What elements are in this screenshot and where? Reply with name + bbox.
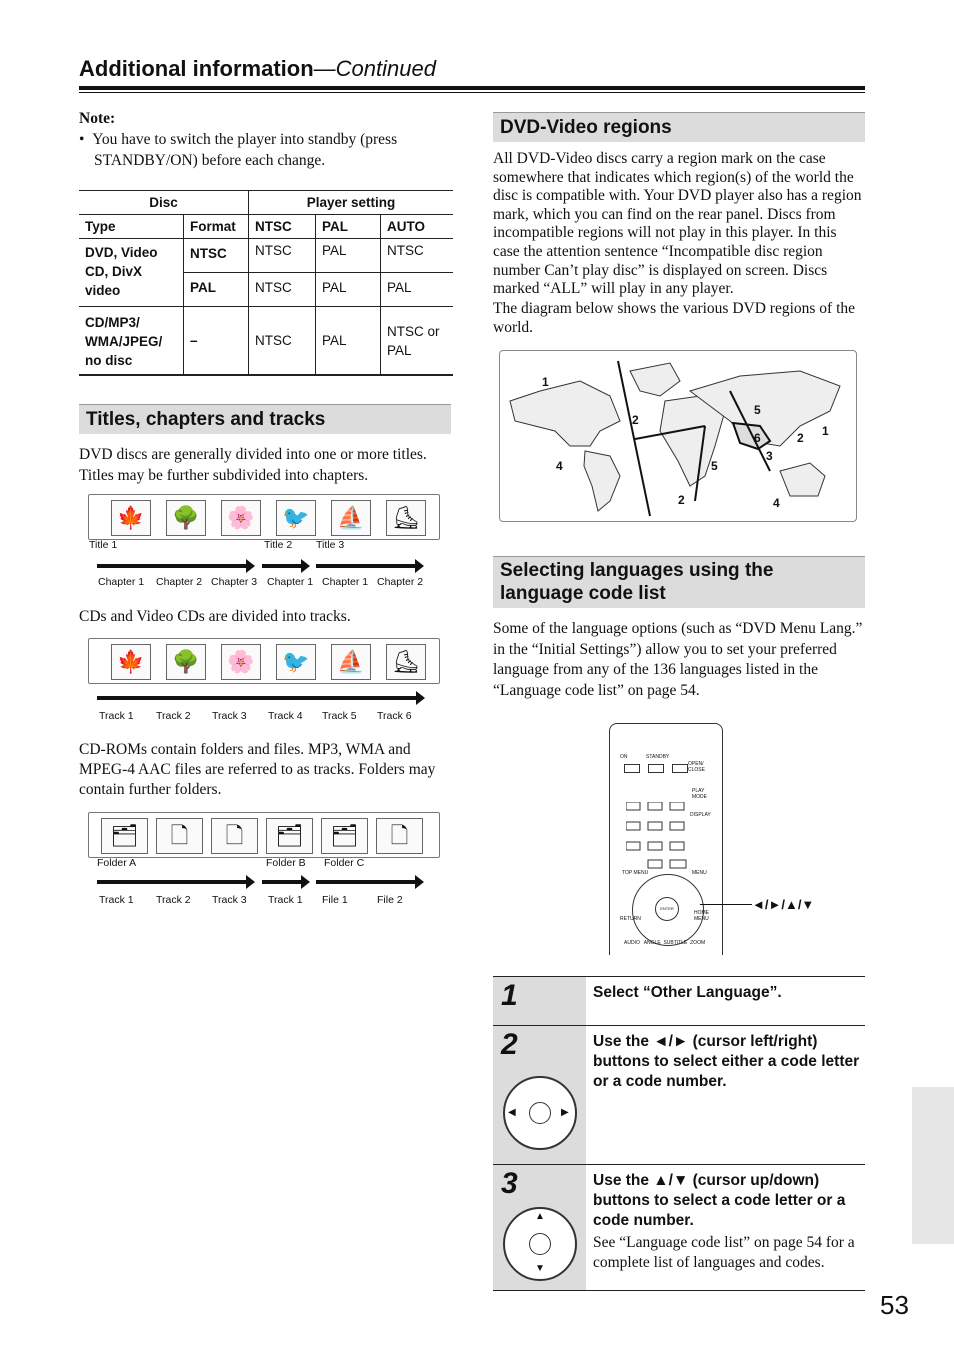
file-icon: 🗋: [376, 818, 423, 854]
remote-display-label: DISPLAY: [690, 812, 711, 818]
cell-value: NTSC or PAL: [381, 307, 454, 376]
note-block: [79, 108, 449, 171]
th-type: Type: [79, 215, 184, 239]
cell-format: PAL: [184, 273, 249, 307]
windsurf-icon: ⛵: [331, 644, 371, 680]
folder-c-arrow: [316, 880, 416, 884]
cell-value: NTSC: [249, 307, 316, 376]
cell-value: NTSC: [249, 273, 316, 307]
open-close-button[interactable]: [672, 764, 688, 773]
cell-value: PAL: [381, 273, 454, 307]
title-1-arrow: [97, 564, 247, 568]
on-button[interactable]: [624, 764, 640, 773]
cell-format: –: [184, 307, 249, 376]
th-pal: PAL: [316, 215, 381, 239]
region-marker: 2: [632, 413, 639, 427]
cd-track-strip: [88, 638, 440, 684]
step-text: Select “Other Language”.: [593, 984, 782, 1001]
disc-settings-table: [79, 190, 453, 376]
flower-icon: 🌸: [221, 644, 261, 680]
windsurf-icon: ⛵: [331, 500, 371, 536]
file-icon: 🗋: [211, 818, 258, 854]
header-rule-thin: [79, 92, 865, 93]
dvd-regions-para-2: The diagram below shows the various DVD regions of the world.: [493, 300, 856, 336]
chapter-label: Chapter 2: [377, 576, 424, 588]
note-bullet: • You have to switch the player into standby (press STANDBY/ON) before each change.: [79, 131, 398, 169]
bird-icon: 🐦: [276, 500, 316, 536]
folder-icon: 🗂: [321, 818, 368, 854]
cell-format: NTSC: [184, 239, 249, 273]
region-marker: 2: [678, 493, 685, 507]
th-format: Format: [184, 215, 249, 239]
number-keypad: [626, 802, 688, 872]
remote-top-menu-label: TOP MENU: [622, 870, 649, 876]
step-row: [493, 1025, 865, 1164]
step-text: [593, 1171, 865, 1273]
region-marker: 5: [754, 403, 761, 417]
file-label: File 2: [377, 894, 403, 906]
step-number-cell: [493, 977, 586, 1025]
side-tab: [912, 1087, 954, 1244]
leaf-icon: 🍁: [111, 644, 151, 680]
th-ntsc: NTSC: [249, 215, 316, 239]
page-header: [79, 56, 436, 82]
cell-value: PAL: [316, 239, 381, 273]
remote-on-label: ON: [620, 754, 628, 760]
cell-value: NTSC: [249, 239, 316, 273]
cell-value: PAL: [316, 307, 381, 376]
track-label: Track 5: [322, 710, 357, 722]
cursor-callout-line: [700, 904, 752, 905]
tree-icon: 🌳: [166, 500, 206, 536]
titles-para-2: CDs and Video CDs are divided into tracks.: [79, 608, 351, 625]
title-label: Title 1: [89, 539, 118, 551]
remote-open-label: OPEN/ CLOSE: [688, 761, 705, 773]
track-label: Track 3: [212, 710, 247, 722]
folder-icon: 🗂: [101, 818, 148, 854]
th-player-setting: Player setting: [249, 191, 454, 215]
chapter-label: Chapter 3: [211, 576, 258, 588]
region-marker: 5: [711, 459, 718, 473]
file-label: Track 1: [99, 894, 134, 906]
remote-bottom-labels: AUDIO ANGLE SUBTITLE ZOOM: [624, 940, 706, 946]
step-subtext: See “Language code list” on page 54 for a complete list of languages and codes.: [593, 1234, 855, 1271]
region-marker: 3: [766, 449, 773, 463]
leaf-icon: 🍁: [111, 500, 151, 536]
step-number: 1: [501, 979, 518, 1012]
cell-value: PAL: [316, 273, 381, 307]
file-label: Track 2: [156, 894, 191, 906]
region-marker: 4: [773, 496, 780, 510]
chapter-label: Chapter 2: [156, 576, 203, 588]
region-map: [499, 350, 857, 522]
title-label: Title 2: [264, 539, 293, 551]
cell-type-dvd: DVD, Video CD, DivX video: [79, 239, 184, 307]
dvd-regions-heading: DVD-Video regions: [493, 112, 865, 142]
folder-label: Folder C: [324, 857, 365, 869]
titles-section-heading: Titles, chapters and tracks: [79, 404, 451, 434]
remote-play-mode-label: PLAY MODE: [692, 788, 707, 800]
region-marker: 1: [542, 375, 549, 389]
note-bullet-text: You have to switch the player into standby (press STANDBY/ON) before each change.: [92, 131, 398, 169]
file-label: Track 1: [268, 894, 303, 906]
languages-heading: Selecting languages using the language code list: [493, 556, 865, 608]
folder-label: Folder A: [97, 857, 137, 869]
chapter-label: Chapter 1: [322, 576, 369, 588]
region-marker: 4: [556, 459, 563, 473]
remote-standby-label: STANDBY: [646, 754, 670, 760]
step-row: [493, 1164, 865, 1291]
dvd-title-strip: [88, 494, 440, 540]
step-text: Use the ◄/► (cursor left/right) buttons to select either a code letter or a code number.: [593, 1033, 860, 1090]
file-label: Track 3: [212, 894, 247, 906]
track-label: Track 2: [156, 710, 191, 722]
track-arrow: [97, 696, 417, 700]
enter-button[interactable]: ENTER: [655, 897, 679, 921]
remote-control: [609, 723, 723, 955]
step-number: 3: [501, 1167, 518, 1200]
remote-home-menu-label: HOME MENU: [694, 910, 709, 922]
folder-a-arrow: [97, 880, 247, 884]
title-3-arrow: [316, 564, 416, 568]
cdrom-folder-strip: [88, 812, 440, 858]
tree-icon: 🌳: [166, 644, 206, 680]
region-marker: 1: [822, 424, 829, 438]
track-label: Track 4: [268, 710, 303, 722]
flower-icon: 🌸: [221, 500, 261, 536]
cell-value: NTSC: [381, 239, 454, 273]
step-instruction: Use the ▲/▼ (cursor up/down) buttons to select a code letter or a code number.: [593, 1172, 846, 1229]
note-heading: Note:: [79, 110, 116, 127]
title-label: Title 3: [316, 539, 345, 551]
languages-para-1: Some of the language options (such as “DVD Menu Lang.” in the “Initial Settings”) allow you to set your preferred language from any of the 136 languages listed in the “Language code list” on page 54.: [493, 620, 863, 699]
remote-return-label: RETURN: [620, 916, 641, 922]
folder-label: Folder B: [266, 857, 306, 869]
th-auto: AUTO: [381, 215, 454, 239]
remote-menu-label: MENU: [692, 870, 707, 876]
track-label: Track 1: [99, 710, 134, 722]
folder-icon: 🗂: [266, 818, 313, 854]
header-continued: —Continued: [313, 56, 436, 81]
dvd-regions-para-1: All DVD-Video discs carry a region mark on the case somewhere that indicates which region(s) of the world the disc is compatible with. Your DVD player also has a region mark, which you can find on the rear panel. Discs from incompatible regions will not play in this player. In this case the attention sentence “Incompatible disc region number Can’t play disc” is displayed on screen. Discs marked “ALL” will play in any player.: [493, 150, 862, 298]
skater-icon: ⛸: [386, 644, 426, 680]
file-label: File 1: [322, 894, 348, 906]
header-rule: [79, 86, 865, 90]
standby-button[interactable]: [648, 764, 664, 773]
title-2-arrow: [262, 564, 302, 568]
skater-icon: ⛸: [386, 500, 426, 536]
step-number-cell: [493, 1026, 586, 1164]
file-icon: 🗋: [156, 818, 203, 854]
region-marker: 2: [797, 431, 804, 445]
titles-para-1: DVD discs are generally divided into one or more titles. Titles may be further subdivided into chapters.: [79, 446, 427, 484]
header-title: Additional information: [79, 56, 314, 81]
cursor-pad-up-down-icon: ▲ ▼: [503, 1207, 577, 1281]
chapter-label: Chapter 1: [98, 576, 145, 588]
cursor-pad-left-right-icon: ◀ ▶: [503, 1076, 577, 1150]
page-number: 53: [880, 1290, 909, 1320]
folder-b-arrow: [262, 880, 302, 884]
chapter-label: Chapter 1: [267, 576, 314, 588]
step-number: 2: [501, 1028, 518, 1061]
cell-type-cd: CD/MP3/ WMA/JPEG/ no disc: [79, 307, 184, 376]
titles-para-3: CD-ROMs contain folders and files. MP3, WMA and MPEG-4 AAC files are referred to as tracks. Folders may contain further folders.: [79, 741, 436, 798]
step-number-cell: [493, 1165, 586, 1290]
bird-icon: 🐦: [276, 644, 316, 680]
th-disc: Disc: [79, 191, 249, 215]
cursor-callout-label: ◄/►/▲/▼: [752, 897, 815, 912]
region-marker: 6: [754, 431, 761, 445]
step-row: [493, 976, 865, 1025]
track-label: Track 6: [377, 710, 412, 722]
